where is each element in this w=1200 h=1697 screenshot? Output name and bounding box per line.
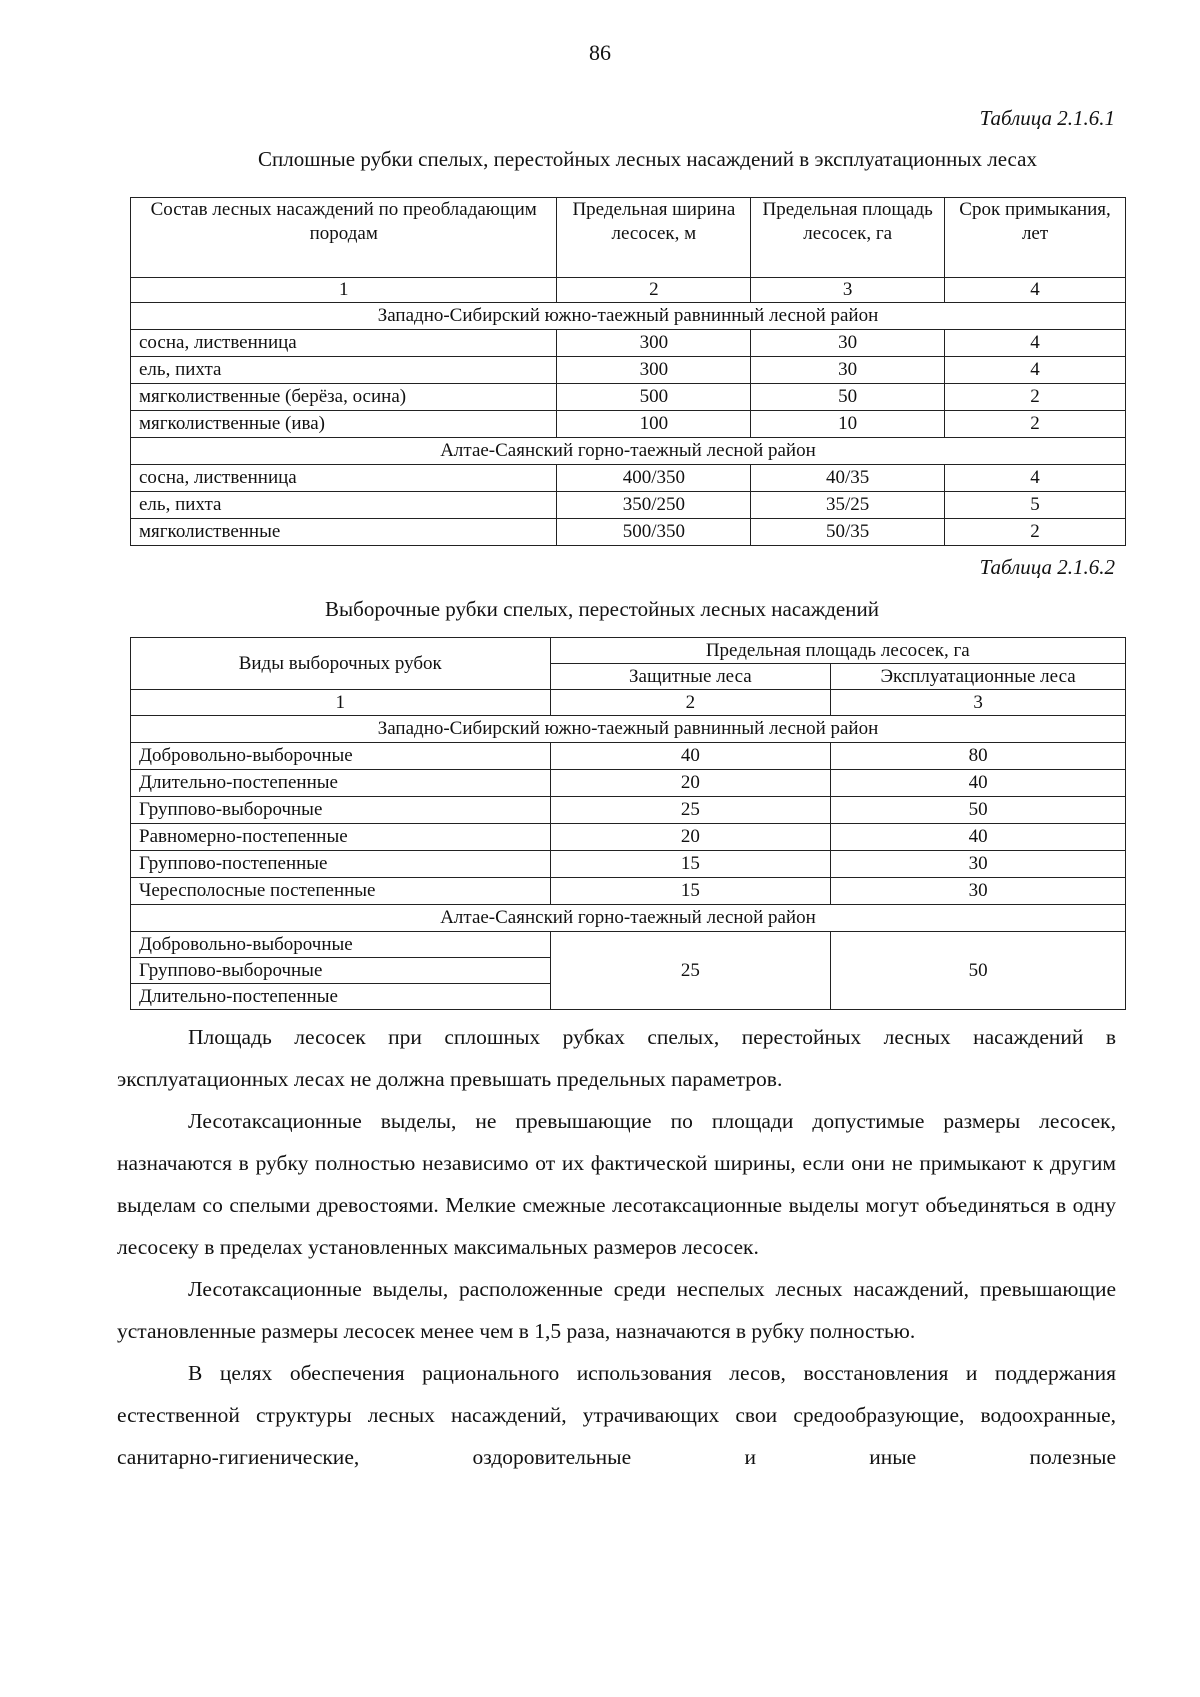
cut-type-cell: Длительно-постепенные <box>131 984 551 1010</box>
operational-cell: 50 <box>831 797 1126 824</box>
table2-header-cell: Защитные леса <box>550 664 831 690</box>
table2-header-group: Предельная площадь лесосек, га <box>550 638 1125 664</box>
protective-cell: 25 <box>550 797 831 824</box>
width-cell: 300 <box>557 330 751 357</box>
table-row <box>131 519 1126 546</box>
area-cell: 30 <box>751 330 945 357</box>
table-row <box>131 770 1126 797</box>
table2-title: Выборочные рубки спелых, перестойных лесных насаждений <box>325 597 879 621</box>
cut-type-cell: Группово-выборочные <box>131 958 551 984</box>
species-cell: мягколиственные <box>131 519 557 546</box>
table1-header-row <box>131 198 1126 278</box>
protective-cell: 40 <box>550 743 831 770</box>
table1-header-cell: Предельная площадь лесосек, га <box>751 198 945 278</box>
paragraph: Лесотаксационные выделы, не превышающие по площади допустимые размеры лесосек, назначаются в рубку полностью независимо от их фактической ширины, если они не примыкают к другим выделам со спелыми древостоями. Мелкие смежные лесотаксационные выделы могут объединяться в одну лесосеку в пределах установленных максимальных размеров лесосек. <box>117 1109 1116 1259</box>
operational-cell: 40 <box>831 770 1126 797</box>
table-row <box>131 492 1126 519</box>
table1-colnum-row <box>131 278 1126 303</box>
species-cell: мягколиственные (ива) <box>131 411 557 438</box>
table1-header-cell: Предельная ширина лесосек, м <box>557 198 751 278</box>
column-number: 1 <box>131 690 551 716</box>
width-cell: 300 <box>557 357 751 384</box>
table-row <box>131 743 1126 770</box>
species-cell: ель, пихта <box>131 357 557 384</box>
region-heading: Алтае-Саянский горно-таежный лесной район <box>131 905 1126 932</box>
table-row <box>131 851 1126 878</box>
table1-header-cell: Срок примыкания, лет <box>945 198 1126 278</box>
table-row <box>131 465 1126 492</box>
term-cell: 2 <box>945 519 1126 546</box>
cut-type-cell: Группово-постепенные <box>131 851 551 878</box>
cut-type-cell: Добровольно-выборочные <box>131 932 551 958</box>
term-cell: 4 <box>945 465 1126 492</box>
column-number: 3 <box>751 278 945 303</box>
column-number: 1 <box>131 278 557 303</box>
paragraph: В целях обеспечения рационального использования лесов, восстановления и поддержания естественной структуры лесных насаждений, утрачивающих свои средообразующие, водоохранные, санитарно-гигиенические, оздоровительные и иные полезные <box>117 1361 1116 1469</box>
width-cell: 500 <box>557 384 751 411</box>
term-cell: 5 <box>945 492 1126 519</box>
table-row <box>131 384 1126 411</box>
region-heading: Западно-Сибирский южно-таежный равнинный лесной район <box>131 716 1126 743</box>
region-heading: Западно-Сибирский южно-таежный равнинный лесной район <box>131 303 1126 330</box>
table2-region-row <box>131 716 1126 743</box>
table-row <box>131 330 1126 357</box>
cut-type-cell: Длительно-постепенные <box>131 770 551 797</box>
term-cell: 4 <box>945 357 1126 384</box>
table-row <box>131 411 1126 438</box>
protective-cell: 15 <box>550 851 831 878</box>
protective-cell: 20 <box>550 770 831 797</box>
column-number: 4 <box>945 278 1126 303</box>
width-cell: 400/350 <box>557 465 751 492</box>
area-cell: 50/35 <box>751 519 945 546</box>
operational-cell: 40 <box>831 824 1126 851</box>
area-cell: 35/25 <box>751 492 945 519</box>
table1 <box>130 197 1126 546</box>
operational-cell: 50 <box>831 932 1126 1010</box>
term-cell: 4 <box>945 330 1126 357</box>
paragraph: Лесотаксационные выделы, расположенные среди неспелых лесных насаждений, превышающие установленные размеры лесосек менее чем в 1,5 раза, назначаются в рубку полностью. <box>117 1277 1116 1343</box>
operational-cell: 80 <box>831 743 1126 770</box>
table1-label: Таблица 2.1.6.1 <box>979 106 1115 130</box>
table-row <box>131 824 1126 851</box>
protective-cell: 25 <box>550 932 831 1010</box>
column-number: 3 <box>831 690 1126 716</box>
table2-colnum-row <box>131 690 1126 716</box>
species-cell: мягколиственные (берёза, осина) <box>131 384 557 411</box>
cut-type-cell: Чересполосные постепенные <box>131 878 551 905</box>
species-cell: сосна, лиственница <box>131 465 557 492</box>
width-cell: 100 <box>557 411 751 438</box>
table1-region-row <box>131 303 1126 330</box>
table2-region-row <box>131 905 1126 932</box>
column-number: 2 <box>550 690 831 716</box>
table2-header-cell: Виды выборочных рубок <box>131 638 551 690</box>
protective-cell: 20 <box>550 824 831 851</box>
area-cell: 50 <box>751 384 945 411</box>
table-row <box>131 932 1126 958</box>
table1-title: Сплошные рубки спелых, перестойных лесных насаждений в эксплуатационных лесах <box>258 147 1037 171</box>
cut-type-cell: Группово-выборочные <box>131 797 551 824</box>
width-cell: 350/250 <box>557 492 751 519</box>
species-cell: ель, пихта <box>131 492 557 519</box>
body-text <box>117 1016 1116 1478</box>
table-row <box>131 878 1126 905</box>
table2-header-row <box>131 638 1126 664</box>
cut-type-cell: Добровольно-выборочные <box>131 743 551 770</box>
area-cell: 30 <box>751 357 945 384</box>
area-cell: 10 <box>751 411 945 438</box>
operational-cell: 30 <box>831 851 1126 878</box>
term-cell: 2 <box>945 411 1126 438</box>
column-number: 2 <box>557 278 751 303</box>
table1-region-row <box>131 438 1126 465</box>
table-row <box>131 797 1126 824</box>
operational-cell: 30 <box>831 878 1126 905</box>
protective-cell: 15 <box>550 878 831 905</box>
term-cell: 2 <box>945 384 1126 411</box>
table2-header-cell: Эксплуатационные леса <box>831 664 1126 690</box>
table2 <box>130 637 1126 1010</box>
region-heading: Алтае-Саянский горно-таежный лесной район <box>131 438 1126 465</box>
table2-label: Таблица 2.1.6.2 <box>979 555 1115 579</box>
table-row <box>131 357 1126 384</box>
page-number: 86 <box>589 40 611 65</box>
species-cell: сосна, лиственница <box>131 330 557 357</box>
paragraph: Площадь лесосек при сплошных рубках спелых, перестойных лесных насаждений в эксплуатационных лесах не должна превышать предельных параметров. <box>117 1025 1116 1091</box>
cut-type-cell: Равномерно-постепенные <box>131 824 551 851</box>
table1-header-cell: Состав лесных насаждений по преобладающим породам <box>131 198 557 278</box>
area-cell: 40/35 <box>751 465 945 492</box>
width-cell: 500/350 <box>557 519 751 546</box>
